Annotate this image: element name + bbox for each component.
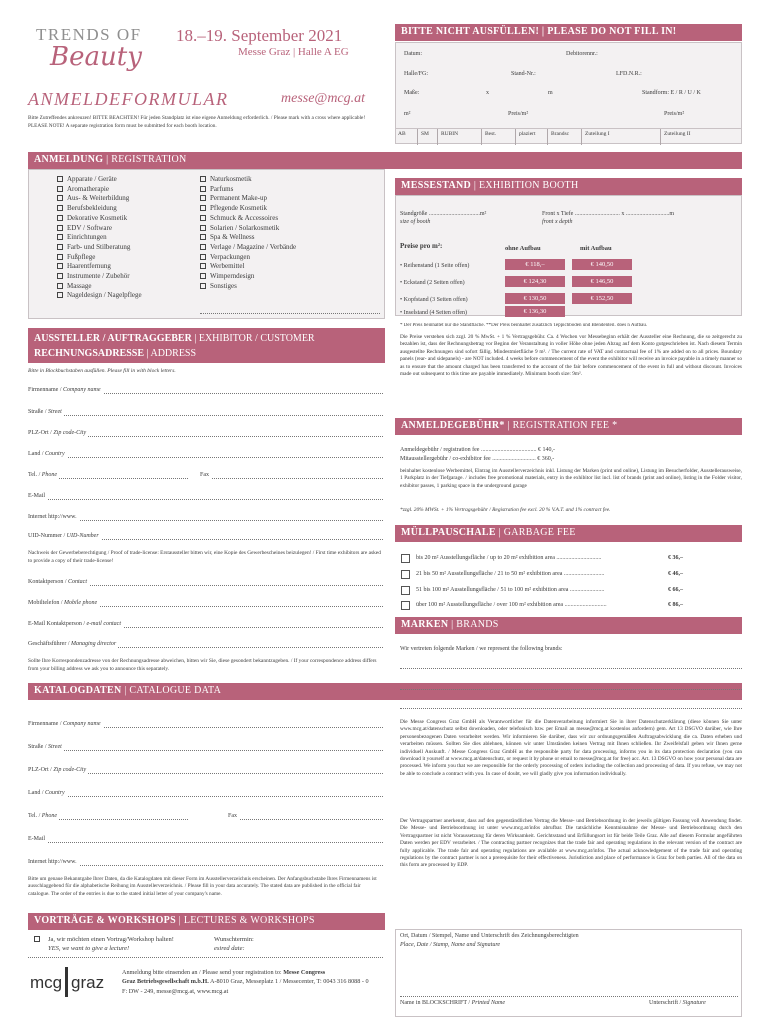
cat-company-label: Firmenname / Company name	[28, 721, 101, 727]
checkbox[interactable]	[57, 215, 63, 221]
office-lfd: LFD.N.R.:	[616, 71, 642, 77]
checkbox[interactable]	[57, 186, 63, 192]
registration-title-en: REGISTRATION	[111, 154, 187, 166]
price-mit-cell[interactable]: € 146,50	[572, 276, 632, 287]
category-col1	[57, 175, 142, 301]
billing-title: RECHNUNGSADRESSE	[34, 348, 145, 359]
garbage-row: bis 20 m² Ausstellungsfläche / up to 20 m² exhibition area ..............................	[416, 555, 602, 561]
fee-line1: Anmeldegebühr / registration fee ..................................... € 140,-	[400, 447, 555, 453]
cat-email-line[interactable]	[28, 842, 383, 843]
booth-depth[interactable]	[542, 210, 674, 226]
workshop-line[interactable]	[28, 957, 383, 958]
office-col-rubin: RUBIN	[437, 129, 461, 145]
garbage-row: 51 bis 100 m² Ausstellungsfläche / 51 to 100 m² exhibition area .......................	[416, 587, 605, 593]
booth-size[interactable]	[400, 210, 486, 226]
privacy-text: Die Messe Congress Graz GmbH als Verantwortlicher für die Datenverarbeitung informiert Sie in ihrer Datenschutzerklärung (diese können Sie unter www.mcg.at/datenschutz selbst downloaden, oder telefonisch bzw. per Email an messe@mcg.at kostenlos anfordern) gem. Art 13 DSGVO darüber, wie Ihre personenbezogenen Daten verarbeitet werden. Wir informieren Sie darüber, dass wir zur ordnungsgemäßen Auftragsabwicklung die ca. Daten erheben und verarbeiten müssen. Sollten Sie dies ablehnen, können wir unter Umständen keinen Vertrag mit Ihnen schließen. Ihr Zweifelsfall geben wir Ihnen gerne individuell Auskunft. / Messe Congress Graz GmbH as the responsible party for data processing, informs you in its data protection declaration (you can download it yourself at www.mcg.at/datenschutz, or request it by phone or email to messe@mcg.at for free) acc. Art. 13 DSGVO on how your personal data are processed. We inform you that we are responsible for the orderly processing of orders including the collection and processing of data. If you refuse, we may not be able to conclude a contract with you. In case of doubt, we will gladly give you information individually.	[400, 719, 742, 777]
office-col-ab: AB	[398, 131, 406, 137]
booth-row-label: • Kopfstand (3 Seiten offen)	[400, 297, 468, 303]
brands-header: MARKEN | BRANDS	[395, 617, 742, 634]
price-ohne-cell[interactable]: € 118,–	[505, 259, 565, 270]
category-item[interactable]: Sonstiges	[200, 282, 296, 292]
street-label: Straße / Street	[28, 409, 62, 415]
event-venue: Messe Graz | Halle A EG	[238, 46, 349, 58]
cat-internet-label: Internet http://www.	[28, 859, 77, 865]
garbage-checkbox[interactable]	[401, 601, 410, 610]
category-item[interactable]: EDV / Software	[57, 224, 142, 234]
office-col-sm: SM	[417, 129, 432, 145]
price-col-mit: mit Aufbau	[580, 245, 612, 252]
footer-addr: A-8010 Graz, Messeplatz 1 / Messecenter, T: 0043 316 8088 - 0	[210, 978, 369, 986]
fee-line2: Mitausstellergebühr / co-exhibitor fee ............................. € 360,-	[400, 456, 555, 462]
garbage-price: € 36,–	[668, 555, 683, 561]
exhibitor-title: AUSSTELLER / AUFTRAGGEBER	[34, 333, 192, 344]
brands-line[interactable]	[400, 689, 742, 690]
price-mit-cell[interactable]: € 152,50	[572, 293, 632, 304]
signature-label	[400, 932, 579, 950]
workshop-yes-label-en: YES, we want to give a lecture!	[48, 945, 130, 952]
office-m2: m²	[404, 111, 411, 117]
category-item[interactable]: Dekorative Kosmetik	[57, 214, 142, 224]
price-col-ohne: ohne Aufbau	[505, 245, 541, 252]
booth-header: MESSESTAND | EXHIBITION BOOTH	[395, 178, 742, 195]
signature-label-de: Ort, Datum / Stempel, Name und Unterschrift des Zeichnungsberechtigten	[400, 933, 579, 939]
booth-row-label: • Eckstand (2 Seiten offen)	[400, 280, 465, 286]
cat-fax-label: Fax	[228, 813, 237, 819]
category-item[interactable]: Farb- und Stilberatung	[57, 243, 142, 253]
catalogue-note: Bitte um genaue Bekanntgabe Ihrer Daten, da die Katalogdaten mit dieser Form im Ausstellerverzeichnis erscheinen. Der Anfangsbuchstabe Ihres Firmennamens ist ausschlaggebend für die alphabetische Reihung im Ausstellerverzeichnis. / Please fill in your data accurately. The stated data are published in the official fair catalogue. The order of the entries is due to the stated initial letter of your company's name.	[28, 876, 377, 897]
office-halle: Halle/FG:	[404, 71, 428, 77]
checkbox[interactable]	[57, 273, 63, 279]
terms-text: Der Vertragspartner anerkennt, dass auf den gegenständlichen Vertrag die Messe- und Betriebsordnung in der jeweils gültigen Fassung voll Anwendung findet. Die Messe- und Betriebsordnung ist unter www.mcg.at/infos abrufbar. Die tatsächliche Kenntnisnahme der Messe- und Betriebsordnung durch den Vertragspartner ist nicht Voraussetzung für deren Wirksamkeit. Gerichtsstand und Erfüllungsort ist für beide Teile Graz. Alle auf diesem Formular angeführten Daten werden per EDV verarbeitet. / The contracting partner recognizes that the trade fair and operating regulations in the relevant version of the contract are fully applicable. The trade fair and operating regulations are available at www.mcg.at/infos. The actual acknowledgement of the trade fair and operating regulations by the contract partner is not a prerequisite for their effectiveness. Jurisdiction and place of performance is Graz for both parties. All of the data on this form are processed by EDP.	[400, 818, 742, 869]
booth-footnote: * Der Preis beinhaltet nur die Standfläche. **Der Preis beinhaltet zusätzlich Teppichboden und Blendenteil. does n Aufbau.	[400, 323, 648, 328]
booth-depth-label: Front x Tiefe .............................. x .............................m	[542, 211, 675, 217]
price-ohne-cell[interactable]: € 136,30	[505, 306, 565, 317]
category-item[interactable]: Aus- & Weiterbildung	[57, 194, 142, 204]
category-item[interactable]: Naturkosmetik	[200, 175, 296, 185]
director-label: Geschäftsführer / Managing director	[28, 641, 117, 647]
category-item[interactable]: Haarentfernung	[57, 262, 142, 272]
fee-header: ANMELDEGEBÜHR* | REGISTRATION FEE *	[395, 418, 742, 435]
street-line[interactable]	[28, 415, 383, 416]
workshop-checkbox-row[interactable]	[34, 935, 174, 953]
garbage-price: € 46,–	[668, 571, 683, 577]
checkbox[interactable]	[200, 195, 206, 201]
signature-label-en: Place, Date / Stamp, Name and Signature	[400, 942, 501, 948]
company-label: Firmenname / Company name	[28, 387, 101, 393]
office-preis1: Preis/m²	[508, 111, 529, 117]
footer-company1: Messe Congress	[283, 969, 326, 976]
price-ohne-cell[interactable]: € 124,30	[505, 276, 565, 287]
booth-row-label: • Inselstand (4 Seiten offen)	[400, 310, 467, 316]
brands-title-en: BRANDS	[456, 619, 499, 631]
brands-line[interactable]	[400, 668, 742, 669]
internet-line[interactable]	[28, 520, 383, 521]
office-standform: Standform: E / R / U / K	[642, 90, 701, 96]
brands-title: MARKEN	[401, 619, 449, 631]
signature-sig-label: Unterschrift / Signature	[649, 1000, 706, 1006]
office-x: x	[486, 90, 489, 96]
garbage-title-en: GARBAGE FEE	[503, 527, 576, 539]
category-item[interactable]: Aromatherapie	[57, 185, 142, 195]
checkbox[interactable]	[57, 225, 63, 231]
office-cols-row	[395, 128, 742, 144]
footer-send: Anmeldung bitte einsenden an / Please send your registration to:	[122, 969, 284, 976]
logo-line1: TRENDS OF	[36, 25, 142, 44]
garbage-row: über 100 m² Ausstellungsfläche / over 100 m² exhibition area ............................	[416, 602, 607, 608]
category-item[interactable]: Solarien / Solarkosmetik	[200, 224, 296, 234]
workshops-title-en: LECTURES & WORKSHOPS	[183, 915, 315, 927]
booth-terms: Die Preise verstehen sich zzgl. 20 % MwSt. + 1 % Vertragsgebühr. Ca. 4 Wochen vor Messebeginn erhält der Aussteller eine Rechnung, die so zeitgerecht zu bezahlen ist, dass der Rechnungsbetrag vor Beginn der Veranstaltung in voller Höhe ohne jeden Abzug auf dem Konto gutgeschrieben ist. Nach diesem Termin ausgestellte Rechnungen sind sofort fällig. Mindestmietfläche 9 m². / The current rate of VAT and contractual fee of 1% are added on to all prices. Boundary panels (rear- and sidepanels) - are NOT included. 4 weeks before commencement of the event the exhibitor will receive an invoice payable in a timely manner so as to ensure that the amount charged has been transferred to the account of the fair before commencement of the event in full and without discount. Invoices made out subsequent to this time are payable immediately. Minimum booth size: 9m².	[400, 334, 742, 378]
office-col-plaziert: plaziert	[515, 129, 539, 145]
category-item[interactable]: Parfums	[200, 185, 296, 195]
fee-title-en: REGISTRATION FEE *	[512, 420, 618, 432]
checkbox[interactable]	[200, 176, 206, 182]
mobile-label: Mobiltelefon / Mobile phone	[28, 600, 98, 606]
checkbox[interactable]	[200, 225, 206, 231]
office-col-zuteilung2: Zuteilung II	[660, 129, 693, 145]
checkbox[interactable]	[57, 205, 63, 211]
country-label: Land / Country	[28, 451, 65, 457]
footer-address	[122, 968, 382, 996]
trade-license-note: Nachweis der Gewerbeberechtigung / Proof of trade-license: Erstaussteller bitten wir, eine Kopie des Gewerbescheines beizulegen! / First time exhibitors are asked to provide a copy of their trade-license!	[28, 550, 381, 564]
brands-line[interactable]	[400, 708, 742, 709]
fee-includes: beinhaltet kostenlose Werbemittel, Eintrag im Ausstellerverzeichnis inkl. Listung der Marken (print und online), Listung im Besucherfolder, Ausstellerausweise, 1 Parkplatz in der Tiefgarage. / includes free promotional materials, entry in the exhibitor list incl. list of brands (print and online), listing in the Folder visitor, exhibitor passes, 1 parking space in the underground garage	[400, 468, 742, 489]
zip-city-label: PLZ-Ort / Zip code-City	[28, 430, 87, 436]
billing-title-en: ADDRESS	[150, 348, 197, 359]
internet-label: Internet http://www.	[28, 514, 77, 520]
cat-email-label: E-Mail	[28, 836, 45, 842]
uid-label: UID-Nummer / UID-Number	[28, 533, 99, 539]
cat-country-line[interactable]	[28, 796, 383, 797]
office-stand: Stand-Nr.:	[511, 71, 536, 77]
checkbox[interactable]	[200, 263, 206, 269]
printed-name-label: Name in BLOCKSCHRIFT / Printed Name	[400, 1000, 506, 1006]
registration-header: ANMELDUNG | REGISTRATION	[28, 152, 742, 169]
email-line[interactable]	[28, 499, 383, 500]
workshops-title: VORTRÄGE & WORKSHOPS	[34, 915, 176, 927]
footer-company2: Graz Betriebsgesellschaft m.b.H.	[122, 978, 209, 986]
garbage-price: € 66,–	[668, 587, 683, 593]
category-item[interactable]: Pflegende Kosmetik	[200, 204, 296, 214]
contact-label: Kontaktperson / Contact	[28, 579, 87, 585]
fax-line[interactable]	[200, 478, 383, 479]
exhibitor-title-en: EXHIBITOR / CUSTOMER	[198, 333, 315, 344]
booth-size-label: Standgröße ..................................m²	[400, 211, 487, 217]
block-letters-note: Bitte in Blockbuchstaben ausfüllen. Please fill in with block letters.	[28, 368, 176, 374]
category-item[interactable]: Instrumente / Zubehör	[57, 272, 142, 282]
price-ohne-cell[interactable]: € 130,50	[505, 293, 565, 304]
fee-vat: *zzgl. 20% MWSt. + 1% Vertragsgebühr / Registration fee excl. 20 % V.A.T. and 1% contract fee.	[400, 507, 611, 513]
mcg-logo	[30, 966, 110, 1000]
category-item[interactable]: Verpackungen	[200, 253, 296, 263]
checkbox[interactable]	[200, 234, 206, 240]
phone-label: Tel. / Phone	[28, 472, 58, 478]
checkbox[interactable]	[200, 273, 206, 279]
checkbox[interactable]	[57, 283, 63, 289]
checkbox[interactable]	[200, 283, 206, 289]
country-line[interactable]	[28, 457, 383, 458]
category-item[interactable]: Massage	[57, 282, 142, 292]
contact-email-label: E-Mail Kontaktperson / e-mail contact	[28, 621, 121, 627]
checkbox[interactable]	[57, 234, 63, 240]
desired-date-label-en: esired date:	[214, 945, 245, 952]
category-item[interactable]: Permanent Make-up	[200, 194, 296, 204]
other-category-line[interactable]	[200, 313, 380, 314]
logo	[36, 24, 146, 80]
cat-country-label: Land / Country	[28, 790, 65, 796]
office-preis2: Preis/m²	[664, 111, 685, 117]
cat-fax-line[interactable]	[228, 819, 383, 820]
checkbox[interactable]	[57, 263, 63, 269]
fax-label: Fax	[200, 472, 209, 478]
cat-zip-label: PLZ-Ort / Zip code-City	[28, 767, 87, 773]
contact-email: messe@mcg.at	[281, 91, 366, 106]
garbage-checkbox[interactable]	[401, 554, 410, 563]
category-item[interactable]: Nageldesign / Nagelpflege	[57, 291, 142, 301]
checkbox[interactable]	[200, 186, 206, 192]
office-debitor: Debitorennr.:	[566, 51, 598, 57]
category-item[interactable]: Apparate / Geräte	[57, 175, 142, 185]
footer-fax: F: DW - 249, messe@mcg.at, www.mcg.at	[122, 987, 229, 995]
workshops-header: VORTRÄGE & WORKSHOPS | LECTURES & WORKSHOPS	[28, 913, 385, 930]
checkbox[interactable]	[200, 244, 206, 250]
mcg-logo-b: graz	[71, 973, 105, 992]
logo-line2: Beauty	[50, 42, 142, 73]
form-title: ANMELDEFORMULAR	[28, 89, 229, 109]
email-label: E-Mail	[28, 493, 45, 499]
office-col-best: Best.	[481, 129, 499, 145]
mcg-logo-a: mcg	[30, 973, 63, 992]
checkbox[interactable]	[200, 215, 206, 221]
price-mit-cell[interactable]: € 140,50	[572, 259, 632, 270]
desired-date[interactable]	[214, 935, 254, 953]
garbage-header: MÜLLPAUSCHALE | GARBAGE FEE	[395, 525, 742, 542]
brands-prompt: Wir vertreten folgende Marken / we represent the following brands:	[400, 646, 563, 652]
catalogue-header: KATALOGDATEN | CATALOGUE DATA	[28, 683, 742, 700]
booth-title-en: EXHIBITION BOOTH	[478, 180, 579, 192]
price-head: Preise pro m²:	[400, 242, 443, 250]
checkbox[interactable]	[200, 254, 206, 260]
checkbox[interactable]	[57, 195, 63, 201]
office-datum: Datum:	[404, 51, 422, 57]
garbage-checkbox[interactable]	[401, 586, 410, 595]
category-item[interactable]: Verlage / Magazine / Verbände	[200, 243, 296, 253]
mcg-logo-mark	[65, 967, 68, 997]
exhibitor-header: AUSSTELLER / AUFTRAGGEBER | EXHIBITOR / CUSTOMER RECHNUNGSADRESSE | ADDRESS	[28, 328, 385, 363]
workshop-checkbox[interactable]	[34, 936, 40, 942]
catalogue-title: KATALOGDATEN	[34, 685, 122, 697]
intro-text: Bitte Zutreffendes ankreuzen! BITTE BEACHTEN! Für jeden Standplatz ist eine eigene Anmeldung erforderlich. / Please mark with a cross where applicable! PLEASE NOTE! A separate registration form must be submitted for each booth location.	[28, 115, 366, 129]
garbage-title: MÜLLPAUSCHALE	[401, 527, 496, 539]
checkbox[interactable]	[57, 292, 63, 298]
category-item[interactable]: Werbemittel	[200, 262, 296, 272]
category-item[interactable]: Berufsbekleidung	[57, 204, 142, 214]
checkbox[interactable]	[200, 205, 206, 211]
workshop-yes-label: Ja, wir möchten einen Vortrag/Workshop halten!	[48, 936, 174, 943]
office-col-brandsc: Brandsc	[547, 129, 572, 145]
signature-line[interactable]	[400, 996, 738, 997]
cat-street-label: Straße / Street	[28, 744, 62, 750]
cat-street-line[interactable]	[28, 750, 383, 751]
booth-depth-label-en: front x depth	[542, 219, 573, 225]
correspondence-note: Sollte Ihre Korrespondenzadresse von der Rechnungsadresse abweichen, bitten wir Sie, diese gesondert bekanntzugeben. / If your correspondence address differs from your billing address we ask you to announce this separately.	[28, 658, 377, 672]
catalogue-title-en: CATALOGUE DATA	[129, 685, 222, 697]
checkbox[interactable]	[57, 254, 63, 260]
booth-row-label: • Reihenstand (1 Seite offen)	[400, 263, 470, 269]
event-date: 18.–19. September 2021	[176, 26, 343, 45]
booth-size-label-en: size of booth	[400, 219, 431, 225]
cat-internet-line[interactable]	[28, 865, 383, 866]
garbage-checkbox[interactable]	[401, 570, 410, 579]
checkbox[interactable]	[57, 176, 63, 182]
garbage-price: € 86,–	[668, 602, 683, 608]
desired-date-label: Wunschtermin:	[214, 936, 254, 943]
office-m: m	[548, 90, 553, 96]
office-col-zuteilung1: Zuteilung I	[581, 129, 613, 145]
checkbox[interactable]	[57, 244, 63, 250]
category-item[interactable]: Einrichtungen	[57, 233, 142, 243]
fee-title: ANMELDEGEBÜHR*	[401, 420, 505, 432]
booth-title: MESSESTAND	[401, 180, 472, 192]
garbage-row: 21 bis 50 m² Ausstellungsfläche / 21 to 50 m² exhibition area ...........................	[416, 571, 605, 577]
office-header: BITTE NICHT AUSFÜLLEN! | PLEASE DO NOT FILL IN!	[395, 24, 742, 41]
category-item[interactable]: Spa & Wellness	[200, 233, 296, 243]
cat-phone-label: Tel. / Phone	[28, 813, 58, 819]
office-masse: Maße:	[404, 90, 420, 96]
registration-title: ANMELDUNG	[34, 154, 104, 166]
category-item[interactable]: Schmuck & Accessoires	[200, 214, 296, 224]
category-item[interactable]: Fußpflege	[57, 253, 142, 263]
category-item[interactable]: Wimperndesign	[200, 272, 296, 282]
category-col2	[200, 175, 296, 291]
